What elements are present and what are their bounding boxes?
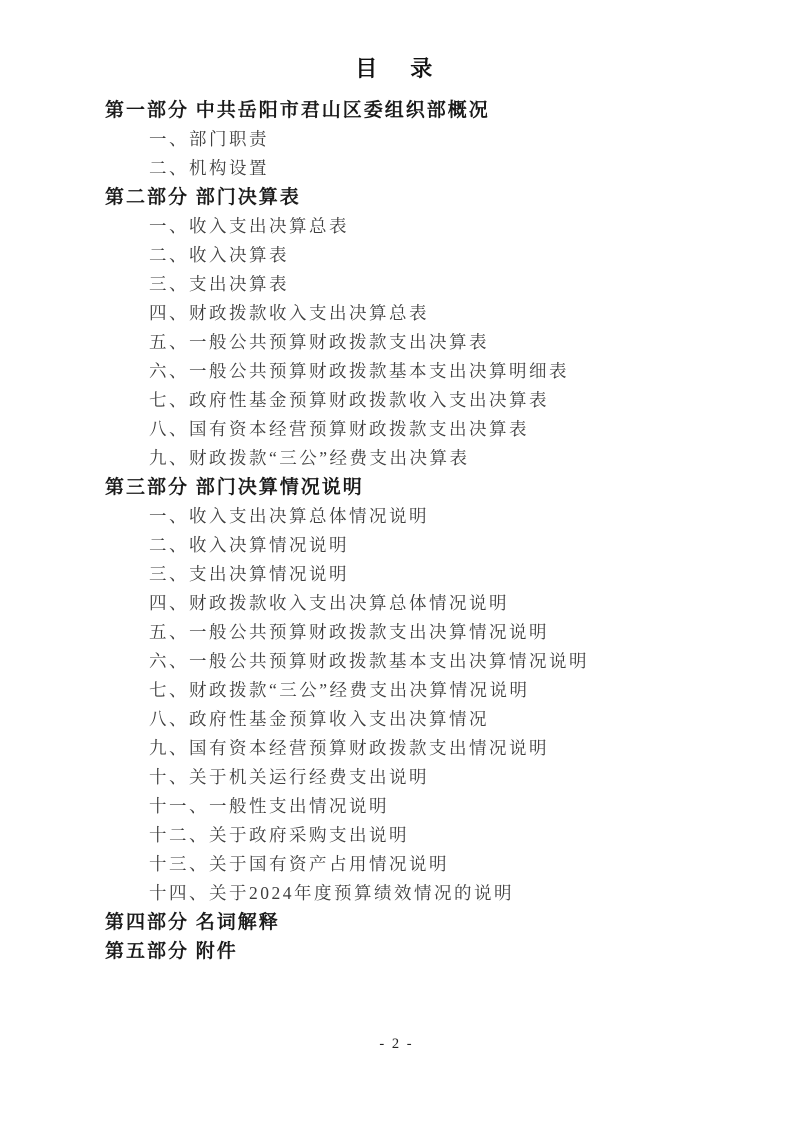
toc-item: 五、一般公共预算财政拨款支出决算表: [149, 332, 489, 352]
toc-item: 十三、关于国有资产占用情况说明: [149, 854, 449, 874]
toc-item: 一、收入支出决算总体情况说明: [149, 506, 429, 526]
toc-item: 三、支出决算表: [149, 274, 289, 294]
toc-item: 十、关于机关运行经费支出说明: [149, 767, 429, 787]
toc-item: 三、支出决算情况说明: [149, 564, 349, 584]
toc-item: 二、收入决算情况说明: [149, 535, 349, 555]
toc-item: 七、财政拨款“三公”经费支出决算情况说明: [149, 680, 530, 700]
toc-item: 十二、关于政府采购支出说明: [149, 825, 409, 845]
toc-section-heading-part4: 第四部分 名词解释: [105, 912, 280, 933]
toc-item: 四、财政拨款收入支出决算总体情况说明: [149, 593, 509, 613]
toc-item: 二、收入决算表: [149, 245, 289, 265]
toc-item: 九、国有资本经营预算财政拨款支出情况说明: [149, 738, 549, 758]
toc-item: 一、收入支出决算总表: [149, 216, 349, 236]
toc-item: 十一、一般性支出情况说明: [149, 796, 389, 816]
toc-section-heading-part5: 第五部分 附件: [105, 941, 238, 962]
toc-item: 六、一般公共预算财政拨款基本支出决算情况说明: [149, 651, 589, 671]
toc-item: 九、财政拨款“三公”经费支出决算表: [149, 448, 470, 468]
toc-section-heading-part1: 第一部分 中共岳阳市君山区委组织部概况: [105, 100, 490, 121]
toc-item: 八、国有资本经营预算财政拨款支出决算表: [149, 419, 529, 439]
page-number: - 2 -: [379, 1036, 414, 1052]
toc-item: 二、机构设置: [149, 158, 269, 178]
table-of-contents: [0, 96, 793, 966]
toc-item: 十四、关于2024年度预算绩效情况的说明: [149, 883, 514, 903]
page-title: 目 录: [355, 56, 438, 81]
toc-section-heading-part2: 第二部分 部门决算表: [105, 187, 301, 208]
toc-item: 六、一般公共预算财政拨款基本支出决算明细表: [149, 361, 569, 381]
toc-item: 五、一般公共预算财政拨款支出决算情况说明: [149, 622, 549, 642]
toc-section-heading-part3: 第三部分 部门决算情况说明: [105, 477, 364, 498]
toc-item: 一、部门职责: [149, 129, 269, 149]
toc-item: 八、政府性基金预算收入支出决算情况: [149, 709, 489, 729]
toc-item: 四、财政拨款收入支出决算总表: [149, 303, 429, 323]
toc-item: 七、政府性基金预算财政拨款收入支出决算表: [149, 390, 549, 410]
